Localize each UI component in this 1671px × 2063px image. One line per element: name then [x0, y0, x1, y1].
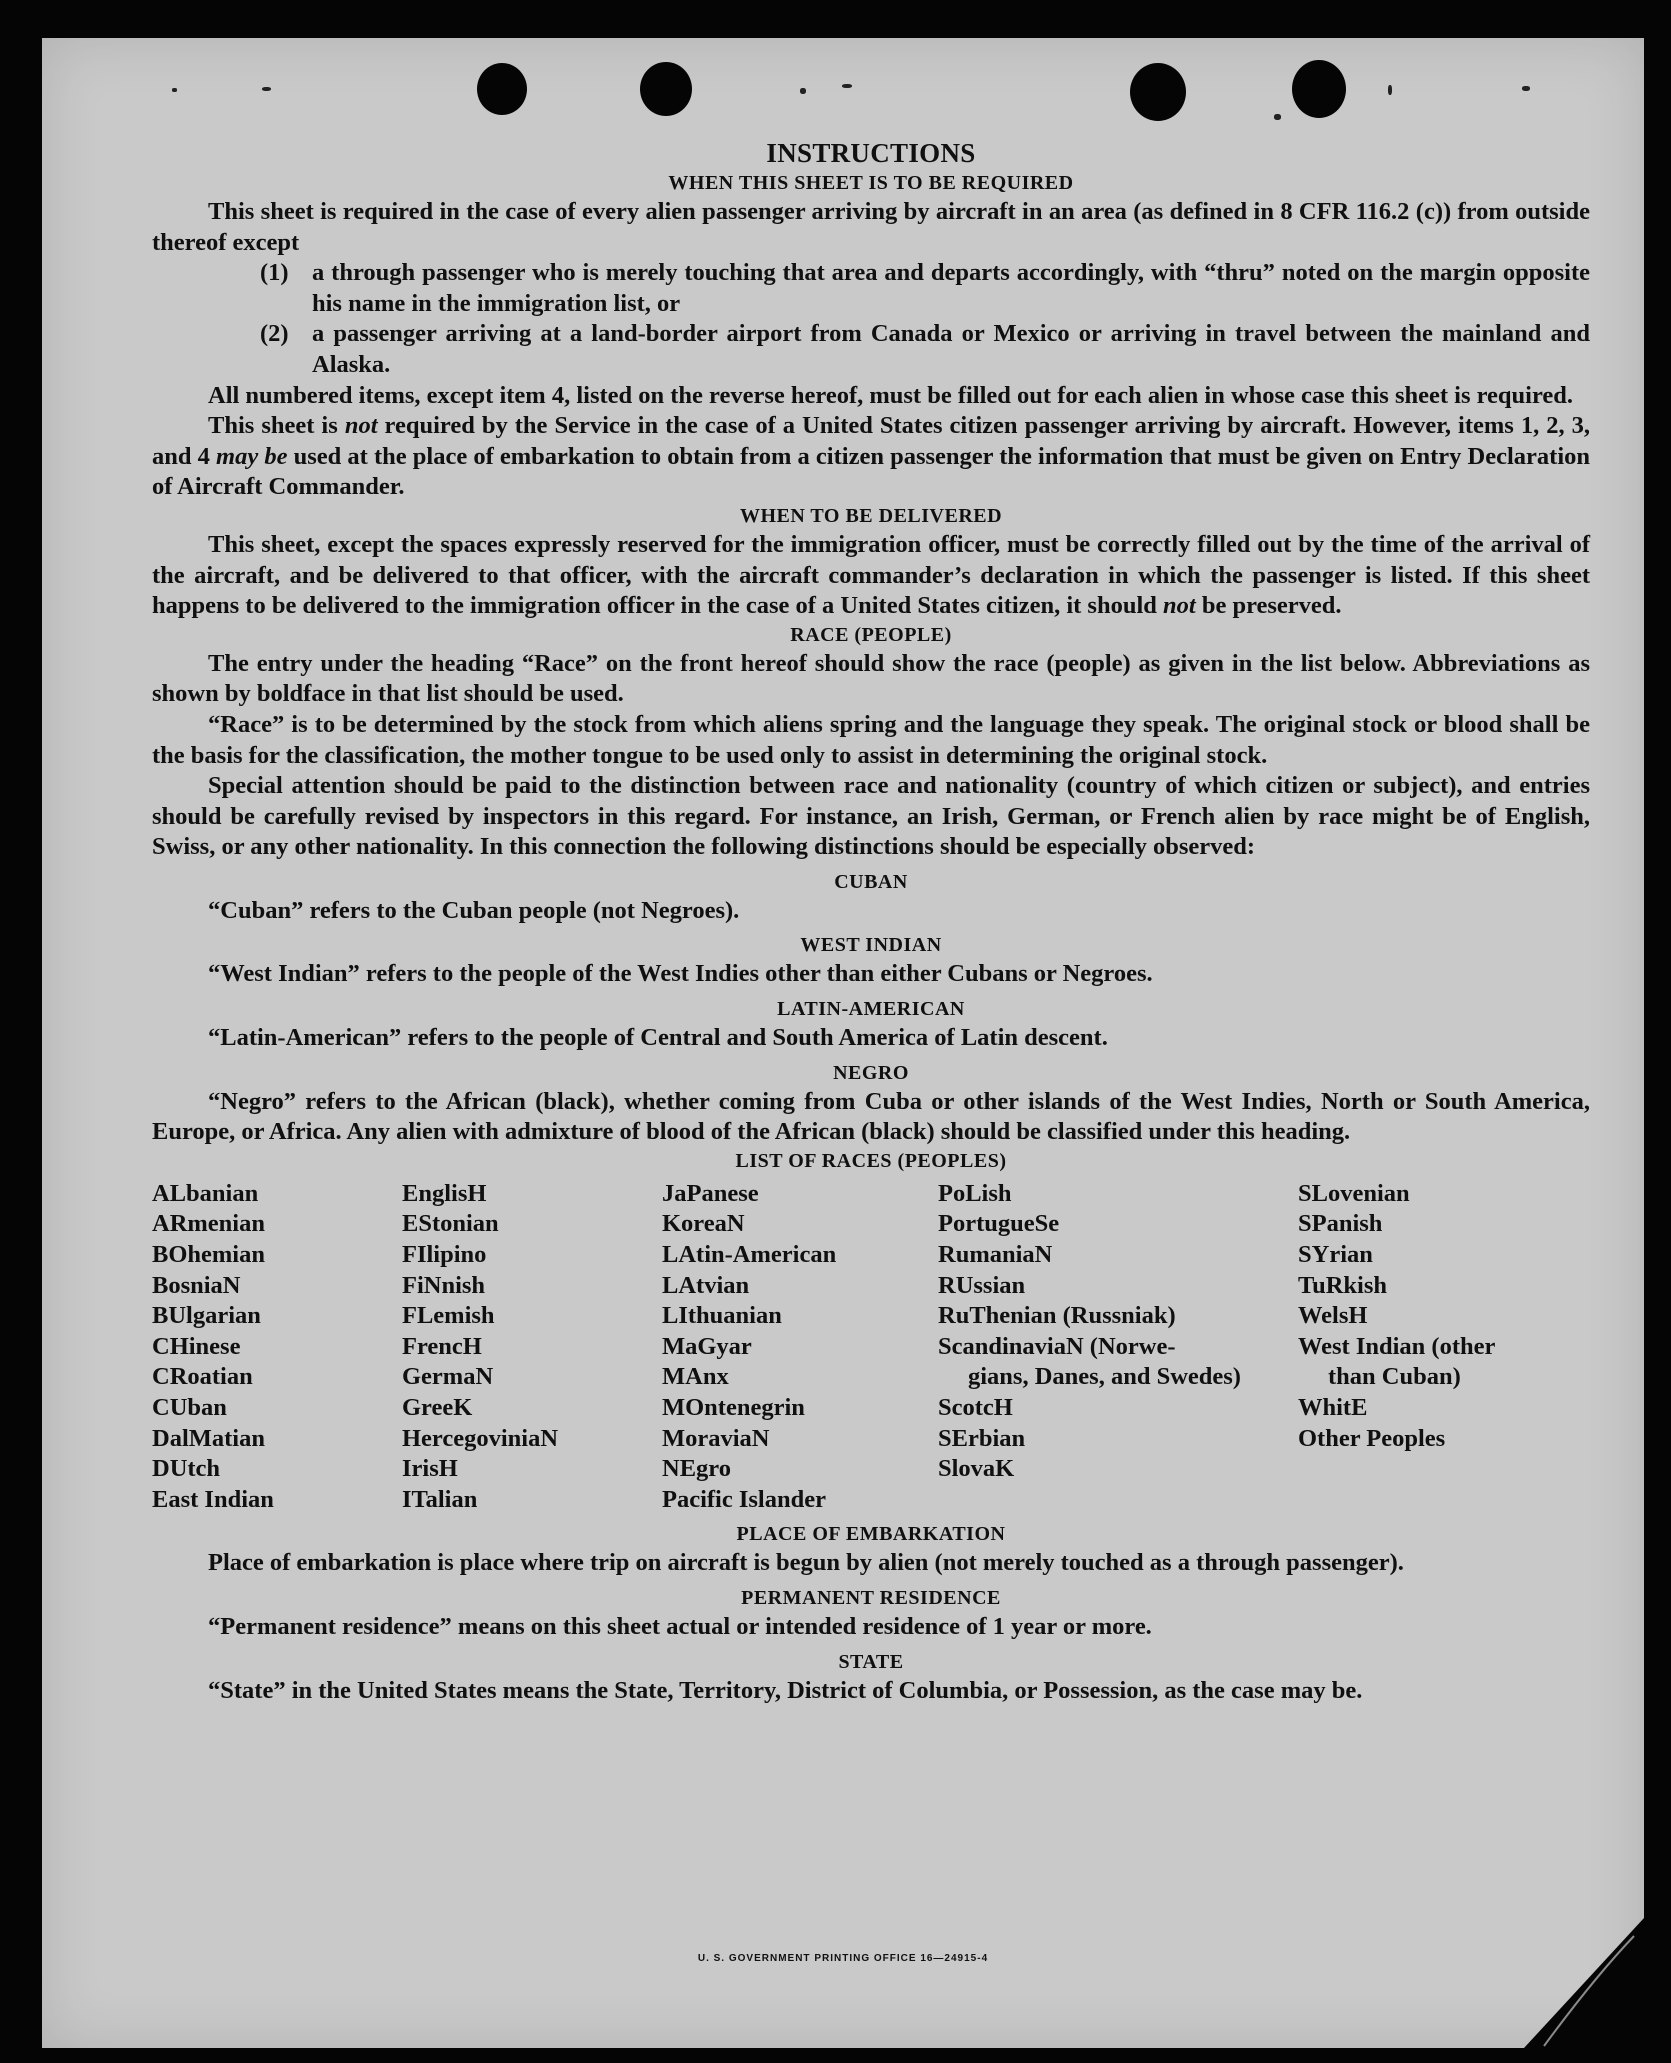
paragraph: “Cuban” refers to the Cuban people (not Negroes). — [208, 896, 740, 924]
race-entry: IrisH — [402, 1455, 458, 1483]
race-entry: BosniaN — [152, 1271, 241, 1299]
race-entry: NEgro — [662, 1455, 731, 1483]
speck — [800, 88, 806, 94]
race-entry-continued: than Cuban) — [1328, 1363, 1461, 1391]
race-entry: SPanish — [1298, 1210, 1383, 1238]
list-item — [260, 319, 1590, 380]
race-entry: BOhemian — [152, 1241, 265, 1269]
race-entry: EnglisH — [402, 1179, 487, 1207]
race-entry: MoraviaN — [662, 1424, 770, 1452]
section-heading: STATE — [838, 1650, 904, 1673]
race-entry: ITalian — [402, 1485, 478, 1513]
section-heading: PLACE OF EMBARKATION — [736, 1523, 1006, 1546]
race-entry-continued: gians, Danes, and Swedes) — [968, 1363, 1241, 1391]
speck — [1388, 85, 1392, 95]
paragraph: This sheet, except the spaces expressly reserved for the immigration officer, must be correctly filled out by the time of the arrival of the aircraft, and be delivered to that officer, with the aircraft commander’s declaration in which the passenger is listed. If this sheet happens to be delivered to the immigration officer in the case of a United States citizen, it should not be preserved. — [152, 530, 1590, 620]
punch-hole — [640, 62, 692, 116]
race-entry: CHinese — [152, 1332, 241, 1360]
race-entry: FIlipino — [402, 1241, 487, 1269]
section-heading: WEST INDIAN — [800, 934, 942, 957]
speck — [262, 87, 271, 91]
race-entry: MAnx — [662, 1363, 729, 1391]
race-entry: LAtin-American — [662, 1241, 837, 1269]
section-heading: PERMANENT RESIDENCE — [741, 1586, 1001, 1609]
race-list — [152, 1179, 1590, 1516]
race-column — [662, 1179, 938, 1516]
race-column — [152, 1179, 402, 1516]
punch-hole — [1130, 63, 1186, 121]
section-heading: WHEN TO BE DELIVERED — [739, 504, 1003, 527]
race-entry: LAtvian — [662, 1271, 750, 1299]
speck — [172, 88, 177, 92]
paragraph: “State” in the United States means the State, Territory, District of Columbia, or Possession, as the case may be. — [208, 1676, 1363, 1704]
paragraph: This sheet is not required by the Service in the case of a United States citizen passenger arriving by aircraft. However, items 1, 2, 3, and 4 may be used at the place of embarkation to obtain from a citizen passenger the information that must be given on Entry Declaration of Aircraft Commander. — [152, 412, 1591, 501]
paragraph: Place of embarkation is place where trip on aircraft is begun by alien (not merely touched as a through passenger). — [208, 1549, 1404, 1577]
race-entry: LIthuanian — [662, 1302, 782, 1330]
race-entry: FrencH — [402, 1332, 482, 1360]
race-entry: GermaN — [402, 1363, 494, 1391]
section-heading: LIST OF RACES (PEOPLES) — [735, 1149, 1007, 1172]
race-entry: ARmenian — [152, 1210, 265, 1238]
race-entry: Pacific Islander — [662, 1485, 826, 1513]
paragraph: All numbered items, except item 4, listed on the reverse hereof, must be filled out for each alien in whose case this sheet is required. — [208, 381, 1574, 409]
race-entry: DalMatian — [152, 1424, 265, 1452]
folded-corner — [1524, 1918, 1644, 2048]
race-entry: EStonian — [402, 1210, 499, 1238]
race-entry: BUlgarian — [152, 1302, 261, 1330]
race-column — [1298, 1179, 1538, 1516]
race-entry: PortugueSe — [938, 1210, 1060, 1238]
item-text: a through passenger who is merely touching that area and departs accordingly, with “thru” noted on the margin opposite his name in the immigration list, or — [312, 259, 1590, 317]
speck — [842, 84, 852, 88]
race-entry: DUtch — [152, 1455, 221, 1483]
race-entry: West Indian (other — [1298, 1332, 1496, 1360]
race-entry: TuRkish — [1298, 1271, 1388, 1299]
section-heading: CUBAN — [834, 870, 908, 893]
paragraph: “Negro” refers to the African (black), whether coming from Cuba or other islands of the West Indies, North or South America, Europe, or Africa. Any alien with admixture of blood of the African (black) should be classified under this heading. — [152, 1087, 1590, 1146]
race-entry: FiNnish — [402, 1271, 486, 1299]
race-entry: SErbian — [938, 1424, 1026, 1452]
race-entry: SYrian — [1298, 1241, 1373, 1269]
speck — [1274, 114, 1281, 120]
race-entry: ScotcH — [938, 1394, 1013, 1421]
paragraph: “Race” is to be determined by the stock from which aliens spring and the language they speak. The original stock or blood shall be the basis for the classification, the mother tongue to be used only to assist in determining the original stock. — [152, 710, 1590, 769]
paragraph: Special attention should be paid to the distinction between race and nationality (country of which citizen or subject), and entries should be carefully revised by inspectors in this regard. For instance, an Irish, German, or French alien by race might be of English, Swiss, or any other nationality. In this connection the following distinctions should be especially observed: — [152, 772, 1590, 861]
race-column — [938, 1179, 1298, 1516]
item-number: (1) — [260, 259, 289, 287]
race-entry: RumaniaN — [938, 1241, 1053, 1269]
paragraph: “West Indian” refers to the people of the West Indies other than either Cubans or Negroes. — [208, 960, 1153, 988]
item-text: a passenger arriving at a land-border airport from Canada or Mexico or arriving in travel between the mainland and Alaska. — [312, 320, 1590, 378]
race-entry: HercegoviniaN — [402, 1424, 559, 1452]
punch-hole — [477, 63, 527, 115]
speck — [1522, 86, 1530, 91]
document-sheet — [42, 38, 1644, 2048]
race-entry: East Indian — [152, 1485, 274, 1513]
section-heading: WHEN THIS SHEET IS TO BE REQUIRED — [668, 172, 1074, 194]
race-entry: FLemish — [402, 1302, 495, 1330]
punch-hole — [1292, 60, 1346, 118]
race-entry: MOntenegrin — [662, 1394, 805, 1421]
race-entry: GreeK — [402, 1394, 473, 1421]
section-heading: RACE (PEOPLE) — [790, 623, 952, 646]
race-entry: KoreaN — [662, 1210, 745, 1238]
race-entry: ScandinaviaN (Norwe- — [938, 1332, 1176, 1360]
race-entry: WhitE — [1298, 1394, 1368, 1421]
instructions-body — [152, 136, 1590, 1706]
race-entry: WelsH — [1298, 1302, 1368, 1330]
race-entry: RUssian — [938, 1271, 1026, 1299]
item-number: (2) — [260, 320, 289, 348]
paragraph: “Permanent residence” means on this sheet actual or intended residence of 1 year or more. — [208, 1612, 1152, 1640]
race-entry: Other Peoples — [1298, 1424, 1446, 1452]
list-item — [260, 258, 1590, 319]
race-entry: CUban — [152, 1394, 227, 1421]
paragraph: “Latin-American” refers to the people of Central and South America of Latin descent. — [208, 1024, 1108, 1052]
paragraph: The entry under the heading “Race” on the front hereof should show the race (people) as given in the list below. Abbreviations as shown by boldface in that list should be used. — [152, 649, 1590, 708]
race-entry: SLovenian — [1298, 1179, 1410, 1207]
race-entry: MaGyar — [662, 1332, 752, 1360]
page-title: INSTRUCTIONS — [766, 138, 976, 168]
race-entry: JaPanese — [662, 1179, 759, 1207]
paragraph: This sheet is required in the case of every alien passenger arriving by aircraft in an area (as defined in 8 CFR 116.2 (c)) from outside thereof except — [152, 198, 1590, 256]
section-heading: LATIN-AMERICAN — [777, 998, 965, 1021]
race-entry: PoLish — [938, 1179, 1012, 1207]
race-column — [402, 1179, 662, 1516]
race-entry: CRoatian — [152, 1363, 253, 1391]
section-heading: NEGRO — [833, 1061, 909, 1084]
race-entry: SlovaK — [938, 1455, 1015, 1483]
race-entry: RuThenian (Russniak) — [938, 1302, 1176, 1330]
printer-imprint: U. S. GOVERNMENT PRINTING OFFICE 16—24915-4 — [697, 1953, 989, 1964]
race-entry: ALbanian — [152, 1179, 259, 1207]
